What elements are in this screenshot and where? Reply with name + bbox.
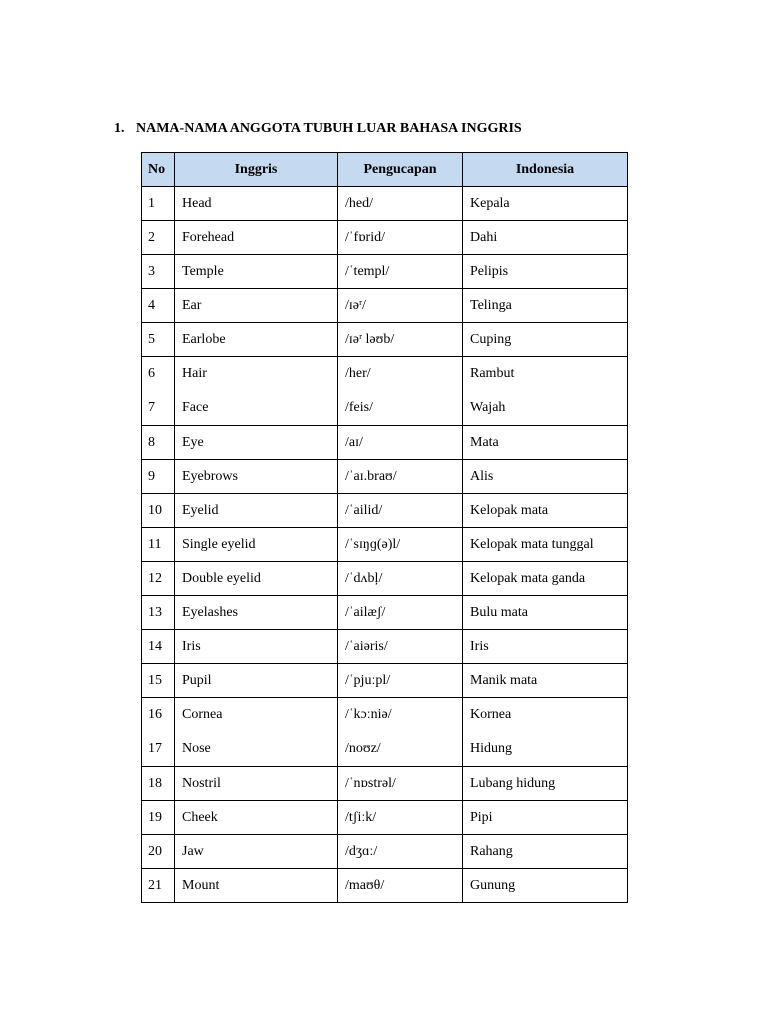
indonesian-term-cell: [463, 357, 628, 426]
section-title: NAMA-NAMA ANGGOTA TUBUH LUAR BAHASA INGGRIS: [136, 121, 522, 136]
table-row: [142, 187, 628, 221]
table-row: [142, 562, 628, 596]
english-term: Cheek: [175, 801, 338, 835]
indonesian-term: Wajah: [470, 400, 506, 415]
row-number: 18: [142, 767, 175, 801]
table-row: [142, 460, 628, 494]
table-row: [142, 221, 628, 255]
table-row: [142, 528, 628, 562]
pronunciation: /ˈaɪ.braʊ/: [338, 460, 463, 494]
pronunciation: /ˈtempl/: [338, 255, 463, 289]
indonesian-term: Cuping: [463, 323, 628, 357]
pronunciation: /ˈpjuːpl/: [338, 664, 463, 698]
indonesian-term: Hidung: [470, 741, 512, 756]
row-number: 1: [142, 187, 175, 221]
indonesian-term: Iris: [463, 630, 628, 664]
pronunciation: /dʒɑː/: [338, 835, 463, 869]
table-row: [142, 767, 628, 801]
indonesian-term: Kelopak mata ganda: [463, 562, 628, 596]
pronunciation: /tʃiːk/: [338, 801, 463, 835]
indonesian-term: Bulu mata: [463, 596, 628, 630]
english-term: Double eyelid: [175, 562, 338, 596]
english-term: Eyebrows: [175, 460, 338, 494]
table-row-merged: [142, 698, 628, 767]
indonesian-term: Telinga: [463, 289, 628, 323]
row-number: 11: [142, 528, 175, 562]
indonesian-term: Kepala: [463, 187, 628, 221]
indonesian-term: Rahang: [463, 835, 628, 869]
english-term: Eyelid: [175, 494, 338, 528]
english-term-cell: [175, 357, 338, 426]
column-header-pengucapan: Pengucapan: [338, 153, 463, 187]
pronunciation: /ˈfɒrid/: [338, 221, 463, 255]
indonesian-term: Gunung: [463, 869, 628, 903]
row-number-cell: [142, 698, 175, 767]
pronunciation: /maʊθ/: [338, 869, 463, 903]
indonesian-term: Kornea: [470, 707, 512, 722]
table-row: [142, 255, 628, 289]
row-number: 3: [142, 255, 175, 289]
pronunciation: /ˈnɒstrəl/: [338, 767, 463, 801]
english-term: Face: [182, 400, 209, 415]
row-number: 15: [142, 664, 175, 698]
english-term: Mount: [175, 869, 338, 903]
pronunciation: /aɪ/: [338, 426, 463, 460]
english-term: Head: [175, 187, 338, 221]
pronunciation: /hed/: [338, 187, 463, 221]
pronunciation: /feis/: [345, 400, 373, 415]
row-number: 6: [148, 366, 155, 381]
indonesian-term: Manik mata: [463, 664, 628, 698]
english-term: Earlobe: [175, 323, 338, 357]
table-row: [142, 596, 628, 630]
table-row: [142, 630, 628, 664]
row-number: 16: [148, 707, 162, 722]
indonesian-term: Dahi: [463, 221, 628, 255]
pronunciation: /her/: [345, 366, 371, 381]
pronunciation: /ˈaiəris/: [338, 630, 463, 664]
table-row: [142, 494, 628, 528]
row-number: 5: [142, 323, 175, 357]
pronunciation: /ˈailæʃ/: [338, 596, 463, 630]
section-number: 1.: [114, 121, 125, 136]
column-header-inggris: Inggris: [175, 153, 338, 187]
table-row-merged: [142, 357, 628, 426]
table-row: [142, 801, 628, 835]
table-header-row: [142, 153, 628, 187]
english-term: Iris: [175, 630, 338, 664]
pronunciation: /ˈailid/: [338, 494, 463, 528]
english-term: Ear: [175, 289, 338, 323]
row-number: 7: [148, 400, 155, 415]
table-row: [142, 869, 628, 903]
indonesian-term: Kelopak mata: [463, 494, 628, 528]
english-term: Eyelashes: [175, 596, 338, 630]
pronunciation-cell: [338, 357, 463, 426]
english-term: Nose: [182, 741, 211, 756]
english-term: Hair: [182, 366, 207, 381]
indonesian-term: Alis: [463, 460, 628, 494]
indonesian-term: Pipi: [463, 801, 628, 835]
indonesian-term: Kelopak mata tunggal: [463, 528, 628, 562]
row-number: 10: [142, 494, 175, 528]
row-number: 19: [142, 801, 175, 835]
row-number: 2: [142, 221, 175, 255]
english-term: Single eyelid: [175, 528, 338, 562]
english-term: Temple: [175, 255, 338, 289]
row-number: 14: [142, 630, 175, 664]
table-row: [142, 323, 628, 357]
english-term: Forehead: [175, 221, 338, 255]
column-header-no: No: [142, 153, 175, 187]
row-number: 17: [148, 741, 162, 756]
indonesian-term: Lubang hidung: [463, 767, 628, 801]
english-term: Jaw: [175, 835, 338, 869]
body-parts-table: [141, 152, 628, 903]
pronunciation: /noʊz/: [345, 741, 381, 756]
row-number: 13: [142, 596, 175, 630]
pronunciation: /ɪəʳ/: [338, 289, 463, 323]
table-row: [142, 664, 628, 698]
pronunciation: /ˈkɔːniə/: [345, 707, 392, 722]
pronunciation-cell: [338, 698, 463, 767]
section-heading: [114, 121, 522, 137]
indonesian-term: Mata: [463, 426, 628, 460]
table-row: [142, 289, 628, 323]
english-term: Nostril: [175, 767, 338, 801]
english-term-cell: [175, 698, 338, 767]
table-row: [142, 426, 628, 460]
pronunciation: /ˈdʌbļ/: [338, 562, 463, 596]
indonesian-term-cell: [463, 698, 628, 767]
row-number: 21: [142, 869, 175, 903]
row-number: 12: [142, 562, 175, 596]
english-term: Pupil: [175, 664, 338, 698]
english-term: Cornea: [182, 707, 223, 722]
row-number-cell: [142, 357, 175, 426]
indonesian-term: Rambut: [470, 366, 515, 381]
table-row: [142, 835, 628, 869]
row-number: 4: [142, 289, 175, 323]
row-number: 8: [142, 426, 175, 460]
row-number: 20: [142, 835, 175, 869]
indonesian-term: Pelipis: [463, 255, 628, 289]
pronunciation: /ɪəʳ ləʊb/: [338, 323, 463, 357]
column-header-indonesia: Indonesia: [463, 153, 628, 187]
english-term: Eye: [175, 426, 338, 460]
row-number: 9: [142, 460, 175, 494]
pronunciation: /ˈsɪŋɡ(ə)l/: [338, 528, 463, 562]
